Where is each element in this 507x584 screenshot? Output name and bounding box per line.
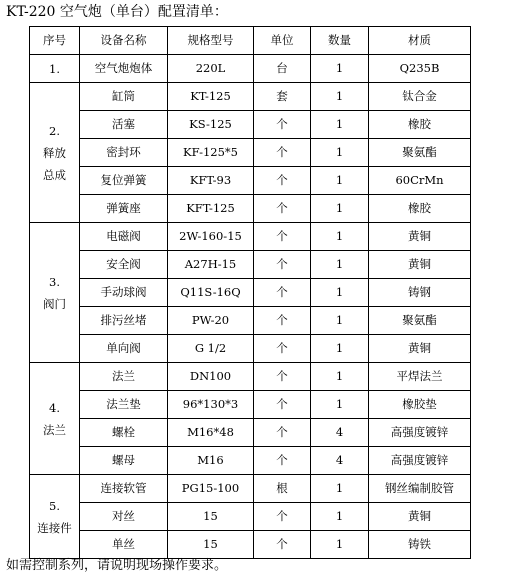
group-label — [30, 475, 80, 559]
item-name: 空气炮炮体 — [80, 55, 168, 83]
item-quantity: 1 — [311, 531, 369, 559]
table-row — [30, 419, 471, 447]
table-row — [30, 363, 471, 391]
group-label-line: 总成 — [43, 167, 66, 182]
item-model: G 1/2 — [168, 335, 254, 363]
table-row — [30, 475, 471, 503]
group-label-line: 连接件 — [37, 520, 72, 535]
item-material: Q235B — [369, 55, 471, 83]
item-unit: 个 — [254, 279, 311, 307]
item-name: 对丝 — [80, 503, 168, 531]
item-material: 钢丝编制胶管 — [369, 475, 471, 503]
item-model: DN100 — [168, 363, 254, 391]
item-name: 排污丝堵 — [80, 307, 168, 335]
item-name: 螺栓 — [80, 419, 168, 447]
group-label-line: 释放 — [43, 145, 66, 160]
item-model: M16*48 — [168, 419, 254, 447]
group-label-line: 阀门 — [43, 296, 66, 311]
item-material: 聚氨酯 — [369, 139, 471, 167]
item-unit: 台 — [254, 55, 311, 83]
item-material: 高强度镀锌 — [369, 419, 471, 447]
item-quantity: 4 — [311, 447, 369, 475]
header-quantity: 数量 — [311, 27, 369, 55]
item-model: 15 — [168, 531, 254, 559]
group-label-line: 3. — [49, 274, 60, 289]
item-model: 96*130*3 — [168, 391, 254, 419]
group-label-line: 4. — [49, 400, 60, 415]
item-quantity: 1 — [311, 251, 369, 279]
item-material: 60CrMn — [369, 167, 471, 195]
item-material: 黄铜 — [369, 335, 471, 363]
item-model: PW-20 — [168, 307, 254, 335]
item-unit: 个 — [254, 251, 311, 279]
table-row — [30, 279, 471, 307]
table-row — [30, 111, 471, 139]
item-material: 高强度镀锌 — [369, 447, 471, 475]
footer-note: 如需控制系列，请说明现场操作要求。 — [6, 558, 228, 573]
group-label — [30, 363, 80, 475]
item-name: 法兰 — [80, 363, 168, 391]
item-quantity: 1 — [311, 279, 369, 307]
item-quantity: 1 — [311, 55, 369, 83]
group-label-line: 1. — [49, 61, 60, 76]
item-unit: 个 — [254, 447, 311, 475]
item-model: KS-125 — [168, 111, 254, 139]
item-unit: 个 — [254, 391, 311, 419]
item-unit: 套 — [254, 83, 311, 111]
group-label — [30, 55, 80, 83]
item-model: 220L — [168, 55, 254, 83]
item-name: 单向阀 — [80, 335, 168, 363]
table-row — [30, 307, 471, 335]
item-name: 弹簧座 — [80, 195, 168, 223]
group-label-line: 2. — [49, 123, 60, 138]
item-model: KFT-125 — [168, 195, 254, 223]
table-row — [30, 55, 471, 83]
table-row — [30, 167, 471, 195]
item-unit: 个 — [254, 139, 311, 167]
item-material: 黄铜 — [369, 251, 471, 279]
item-material: 黄铜 — [369, 223, 471, 251]
table-row — [30, 83, 471, 111]
item-unit: 个 — [254, 223, 311, 251]
item-material: 铸钢 — [369, 279, 471, 307]
item-material: 平焊法兰 — [369, 363, 471, 391]
item-quantity: 1 — [311, 307, 369, 335]
header-unit: 单位 — [254, 27, 311, 55]
item-material: 钛合金 — [369, 83, 471, 111]
item-name: 连接软管 — [80, 475, 168, 503]
item-unit: 个 — [254, 503, 311, 531]
table-header-row — [30, 27, 471, 55]
item-quantity: 1 — [311, 475, 369, 503]
table-row — [30, 195, 471, 223]
group-label-line: 法兰 — [43, 422, 66, 437]
item-model: PG15-100 — [168, 475, 254, 503]
item-unit: 根 — [254, 475, 311, 503]
item-model: KF-125*5 — [168, 139, 254, 167]
table-row — [30, 251, 471, 279]
item-material: 橡胶 — [369, 111, 471, 139]
item-material: 橡胶 — [369, 195, 471, 223]
item-unit: 个 — [254, 363, 311, 391]
item-quantity: 1 — [311, 139, 369, 167]
item-material: 聚氨酯 — [369, 307, 471, 335]
item-unit: 个 — [254, 531, 311, 559]
header-index: 序号 — [30, 27, 80, 55]
item-quantity: 1 — [311, 195, 369, 223]
item-quantity: 1 — [311, 503, 369, 531]
item-quantity: 1 — [311, 363, 369, 391]
item-name: 电磁阀 — [80, 223, 168, 251]
item-unit: 个 — [254, 195, 311, 223]
item-material: 橡胶垫 — [369, 391, 471, 419]
item-name: 安全阀 — [80, 251, 168, 279]
item-model: A27H-15 — [168, 251, 254, 279]
table-row — [30, 391, 471, 419]
item-name: 螺母 — [80, 447, 168, 475]
item-model: 15 — [168, 503, 254, 531]
item-quantity: 1 — [311, 83, 369, 111]
item-name: 密封环 — [80, 139, 168, 167]
item-model: KFT-93 — [168, 167, 254, 195]
item-name: 复位弹簧 — [80, 167, 168, 195]
item-model: KT-125 — [168, 83, 254, 111]
table-row — [30, 335, 471, 363]
group-label-line: 5. — [49, 498, 60, 513]
item-unit: 个 — [254, 419, 311, 447]
item-name: 手动球阀 — [80, 279, 168, 307]
header-name: 设备名称 — [80, 27, 168, 55]
table-body — [30, 55, 471, 559]
item-name: 单丝 — [80, 531, 168, 559]
item-unit: 个 — [254, 335, 311, 363]
item-quantity: 1 — [311, 335, 369, 363]
item-quantity: 4 — [311, 419, 369, 447]
item-unit: 个 — [254, 167, 311, 195]
item-quantity: 1 — [311, 111, 369, 139]
table-row — [30, 503, 471, 531]
item-name: 缸筒 — [80, 83, 168, 111]
item-model: Q11S-16Q — [168, 279, 254, 307]
item-name: 法兰垫 — [80, 391, 168, 419]
item-quantity: 1 — [311, 223, 369, 251]
item-material: 黄铜 — [369, 503, 471, 531]
table-row — [30, 531, 471, 559]
item-quantity: 1 — [311, 167, 369, 195]
item-model: 2W-160-15 — [168, 223, 254, 251]
header-model: 规格型号 — [168, 27, 254, 55]
header-material: 材质 — [369, 27, 471, 55]
document-title: KT-220 空气炮（单台）配置清单： — [6, 4, 228, 20]
group-label — [30, 83, 80, 223]
item-name: 活塞 — [80, 111, 168, 139]
config-table — [29, 26, 471, 559]
group-label — [30, 223, 80, 363]
item-unit: 个 — [254, 307, 311, 335]
item-material: 铸铁 — [369, 531, 471, 559]
table-row — [30, 447, 471, 475]
item-unit: 个 — [254, 111, 311, 139]
table-row — [30, 139, 471, 167]
item-quantity: 1 — [311, 391, 369, 419]
item-model: M16 — [168, 447, 254, 475]
table-row — [30, 223, 471, 251]
